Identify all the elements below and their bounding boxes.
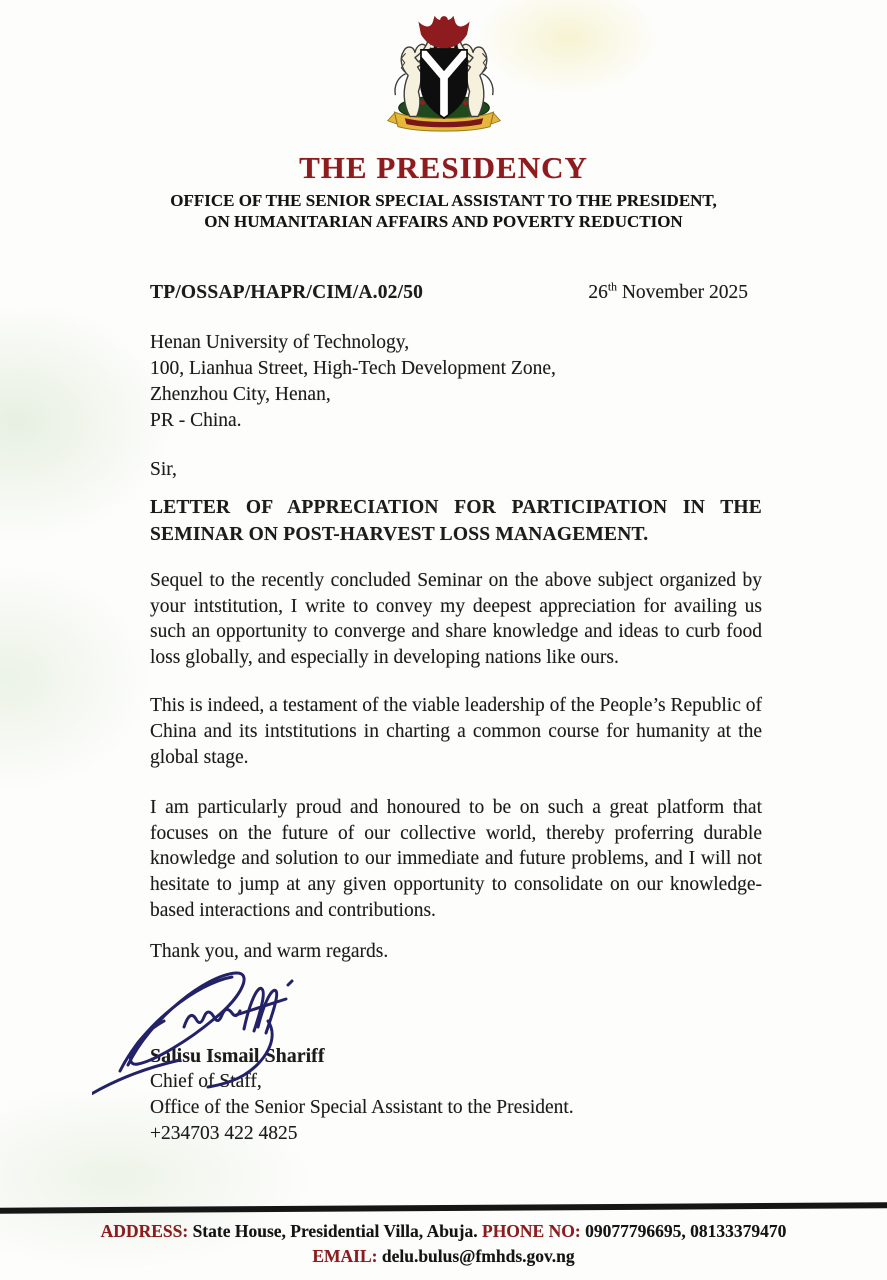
office-subtitle-line-1: OFFICE OF THE SENIOR SPECIAL ASSISTANT TO THE PRESIDENT, bbox=[170, 191, 717, 210]
office-subtitle-line-2: ON HUMANITARIAN AFFAIRS AND POVERTY REDUCTION bbox=[204, 212, 683, 231]
footer-address-phone-line bbox=[0, 1219, 887, 1244]
address-line: Zhenzhou City, Henan, bbox=[150, 384, 331, 405]
date-rest: November 2025 bbox=[616, 282, 748, 303]
date-ordinal: th bbox=[607, 280, 617, 294]
footer-contact bbox=[0, 1219, 887, 1269]
address-value: State House, Presidential Villa, Abuja. bbox=[188, 1221, 482, 1241]
body-paragraph-1: Sequel to the recently concluded Seminar on the above subject organized by your intstitution, I write to convey my deepest appreciation for availing us such an opportunity to converge and share knowledge and ideas to curb food loss globally, and especially in developing nations like ours. bbox=[150, 570, 762, 668]
subject-line bbox=[150, 494, 762, 548]
recipient-address bbox=[150, 330, 762, 434]
address-line: PR - China. bbox=[150, 410, 242, 431]
reference-row bbox=[150, 282, 762, 304]
page-title: THE PRESIDENCY bbox=[299, 150, 588, 185]
email-value: delu.bulus@fmhds.gov.ng bbox=[377, 1246, 575, 1266]
address-line: 100, Lianhua Street, High-Tech Development Zone, bbox=[150, 358, 556, 379]
date-day: 26 bbox=[588, 282, 608, 303]
letterhead-subtitle bbox=[0, 190, 887, 232]
letter-date bbox=[588, 282, 762, 304]
signatory-title-1: Chief of Staff, bbox=[150, 1071, 262, 1093]
address-label: ADDRESS: bbox=[100, 1221, 189, 1241]
nigeria-coat-of-arms-icon bbox=[380, 14, 508, 142]
body-paragraph-2: This is indeed, a testament of the viable leadership of the People’s Republic of China and its intstitutions in charting a common course for humanity at the global stage. bbox=[150, 695, 762, 768]
reference-number: TP/OSSAP/HAPR/CIM/A.02/50 bbox=[150, 282, 424, 303]
body-paragraph-3: I am particularly proud and honoured to be on such a great platform that focuses on the future of our collective world, thereby proferring durable knowledge and solution to our immediate and future problems, and I will not hesitate to jump at any given opportunity to consolidate on our knowledge-based interactions and contributions. bbox=[150, 797, 762, 921]
email-label: EMAIL: bbox=[312, 1246, 378, 1266]
salutation: Sir, bbox=[150, 459, 177, 480]
signatory-title-2: Office of the Senior Special Assistant to the President. bbox=[150, 1097, 574, 1119]
letter-body bbox=[150, 282, 762, 1147]
signatory-name: Salisu Ismail Shariff bbox=[150, 1045, 325, 1068]
address-line: Henan University of Technology, bbox=[150, 332, 410, 353]
subject-line-2: SEMINAR ON POST-HARVEST LOSS MANAGEMENT. bbox=[150, 524, 649, 545]
signature-block bbox=[150, 1043, 762, 1147]
signatory-phone: +234703 422 4825 bbox=[150, 1123, 298, 1145]
phone-value: 09077796695, 08133379470 bbox=[580, 1221, 787, 1241]
closing-line: Thank you, and warm regards. bbox=[150, 941, 389, 963]
phone-label: PHONE NO: bbox=[482, 1221, 581, 1241]
subject-line-1: LETTER OF APPRECIATION FOR PARTICIPATION IN THE bbox=[150, 497, 762, 518]
footer-email-line bbox=[0, 1244, 887, 1269]
footer-divider bbox=[0, 1202, 887, 1213]
